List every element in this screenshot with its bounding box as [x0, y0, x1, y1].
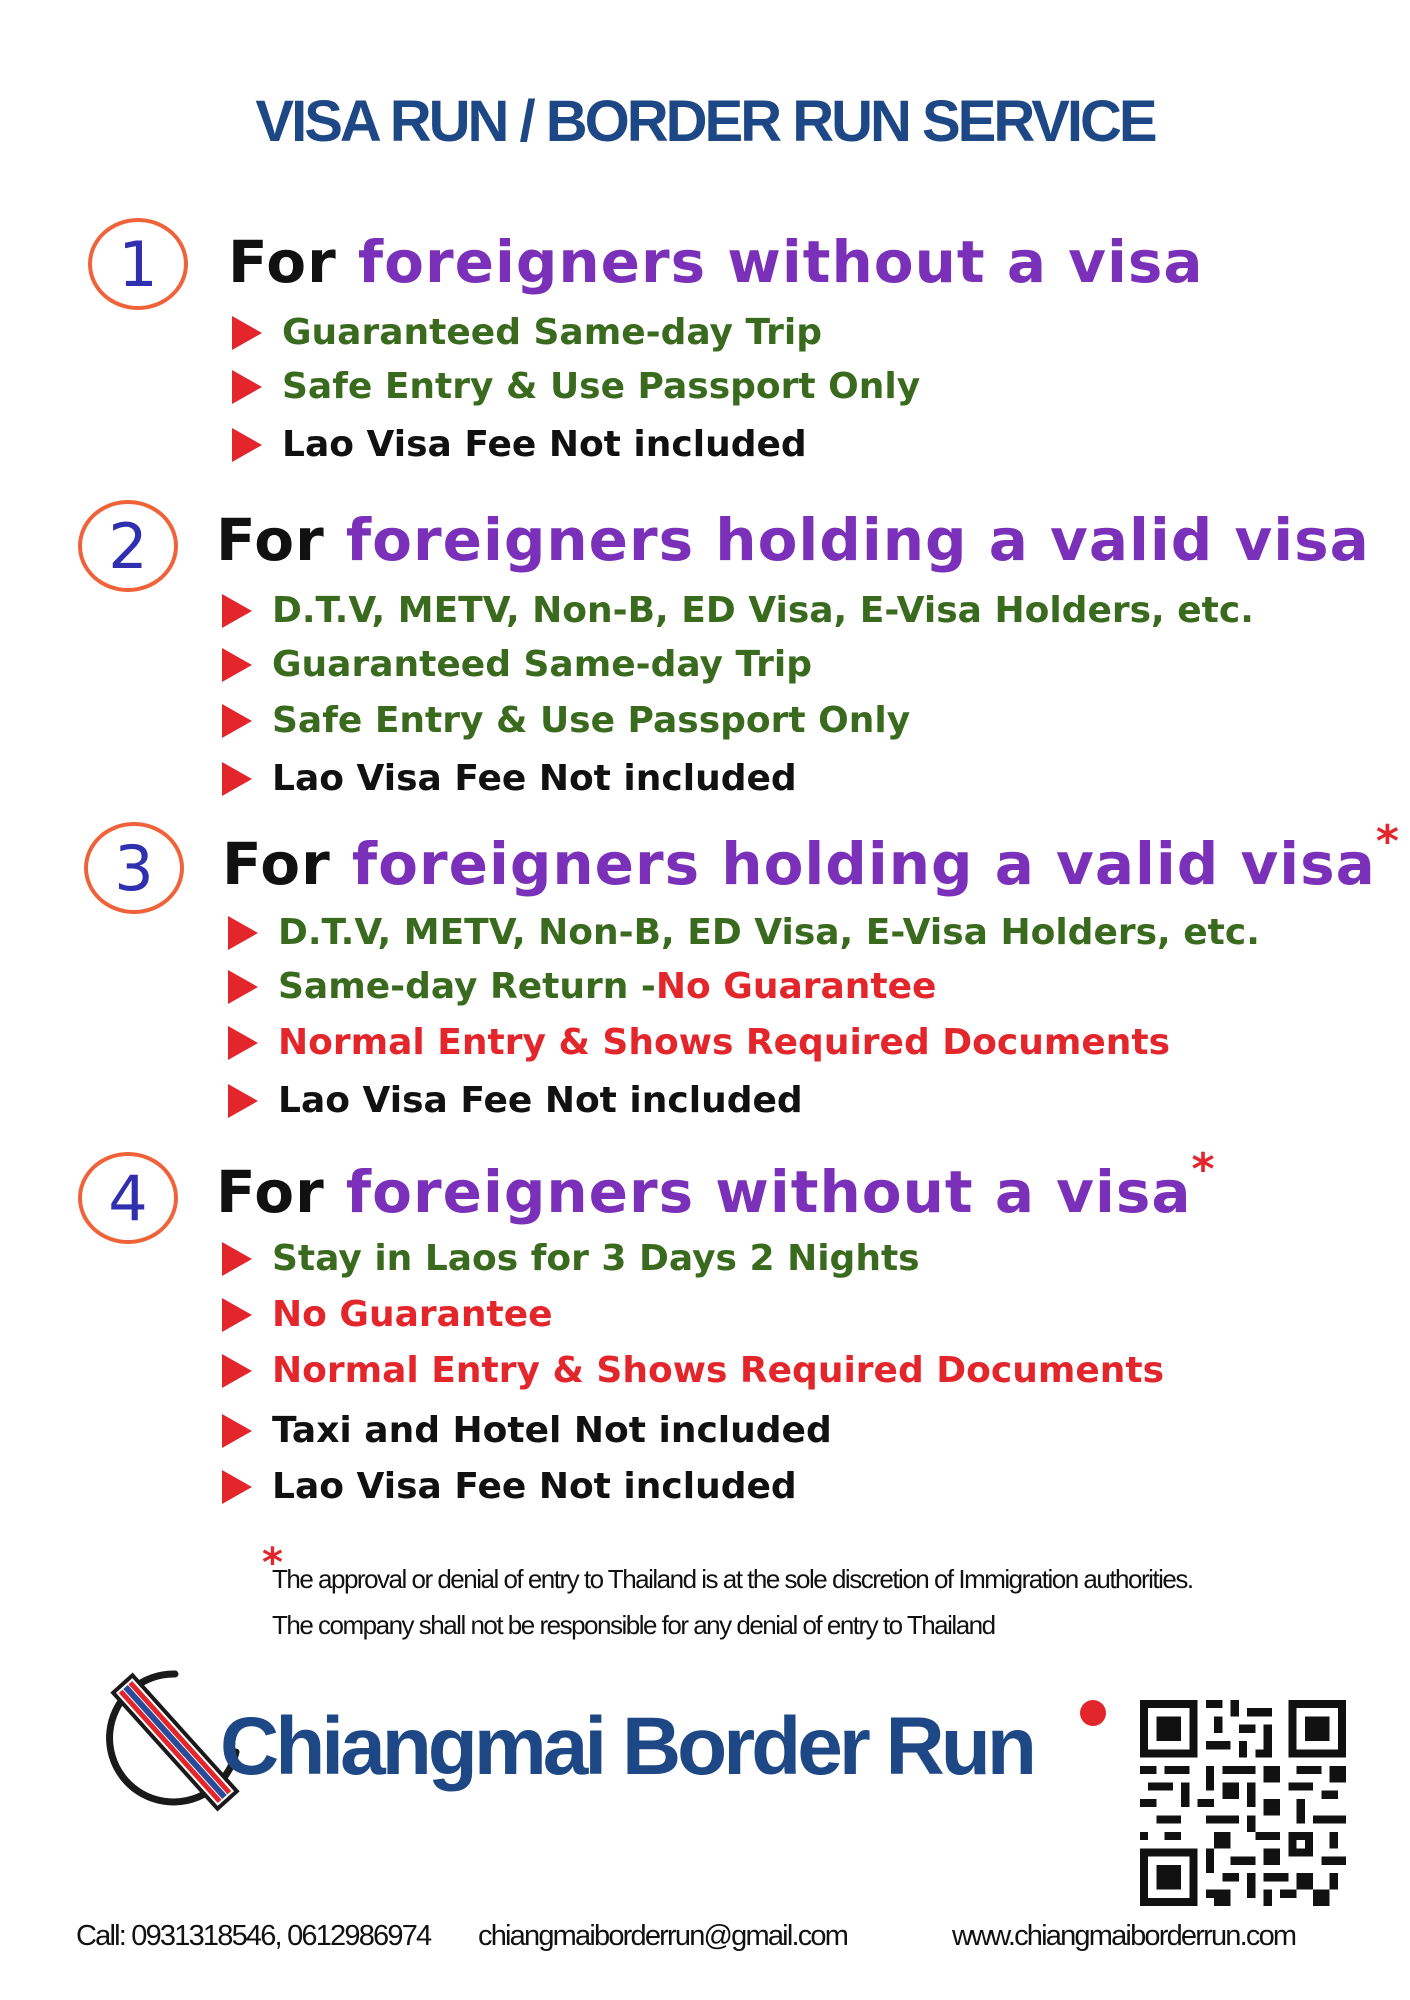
heading-star: *: [1191, 1144, 1216, 1195]
triangle-bullet-icon: [222, 594, 252, 628]
number-circle-3: 3: [84, 822, 184, 914]
bullet-item: Normal Entry & Shows Required Documents: [228, 1022, 1170, 1063]
heading-highlight: foreigners without a visa: [345, 1158, 1192, 1226]
section-1-heading: [228, 228, 1204, 296]
heading-star: *: [1375, 816, 1400, 867]
triangle-bullet-icon: [228, 1084, 258, 1118]
bullet-item: D.T.V, METV, Non-B, ED Visa, E-Visa Holders, etc.: [222, 590, 1254, 631]
triangle-bullet-icon: [232, 316, 262, 350]
footer-website[interactable]: www.chiangmaiborderrun.com: [952, 1920, 1296, 1952]
heading-for: For: [228, 228, 358, 296]
triangle-bullet-icon: [222, 1354, 252, 1388]
section-3-heading: [222, 816, 1400, 898]
footer-phone: Call: 0931318546, 0612986974: [76, 1920, 431, 1952]
bullet-item: No Guarantee: [222, 1294, 553, 1335]
bullet-item: Lao Visa Fee Not included: [222, 1466, 797, 1507]
heading-highlight: foreigners holding a valid visa: [345, 506, 1370, 574]
triangle-bullet-icon: [228, 1026, 258, 1060]
bullet-item: Guaranteed Same-day Trip: [222, 644, 812, 685]
triangle-bullet-icon: [222, 1414, 252, 1448]
triangle-bullet-icon: [222, 1470, 252, 1504]
triangle-bullet-icon: [228, 970, 258, 1004]
heading-highlight: foreigners without a visa: [357, 228, 1204, 296]
page-title: VISA RUN / BORDER RUN SERVICE: [255, 89, 1155, 154]
footer-email[interactable]: chiangmaiborderrun@gmail.com: [478, 1920, 848, 1952]
number-circle-4: 4: [78, 1152, 178, 1244]
triangle-bullet-icon: [222, 1242, 252, 1276]
disclaimer-line-2: The company shall not be responsible for any denial of entry to Thailand: [272, 1610, 995, 1640]
bullet-item: Lao Visa Fee Not included: [222, 758, 797, 799]
disclaimer-line-1: The approval or denial of entry to Thailand is at the sole discretion of Immigration authorities.: [272, 1564, 1193, 1594]
brand-name: Chiangmai Border Run: [220, 1701, 1033, 1792]
triangle-bullet-icon: [232, 428, 262, 462]
heading-for: For: [222, 830, 352, 898]
bullet-item: Guaranteed Same-day Trip: [232, 312, 822, 353]
qr-code-icon: [1140, 1700, 1346, 1906]
triangle-bullet-icon: [222, 762, 252, 796]
number-circle-1: 1: [88, 218, 188, 310]
heading-for: For: [216, 506, 346, 574]
bullet-item: Safe Entry & Use Passport Only: [232, 366, 920, 407]
bullet-item: Safe Entry & Use Passport Only: [222, 700, 910, 741]
triangle-bullet-icon: [232, 370, 262, 404]
triangle-bullet-icon: [222, 1298, 252, 1332]
bullet-item: Normal Entry & Shows Required Documents: [222, 1350, 1164, 1391]
section-2-heading: [216, 506, 1370, 574]
triangle-bullet-icon: [228, 916, 258, 950]
bullet-item: Same-day Return - No Guarantee: [228, 966, 936, 1007]
bullet-item: Lao Visa Fee Not included: [228, 1080, 803, 1121]
heading-for: For: [216, 1158, 346, 1226]
note-star: *: [262, 1540, 283, 1586]
number-circle-2: 2: [78, 500, 178, 592]
brand-dot-icon: [1080, 1700, 1106, 1726]
bullet-item: Lao Visa Fee Not included: [232, 424, 807, 465]
bullet-item: Stay in Laos for 3 Days 2 Nights: [222, 1238, 920, 1279]
bullet-item: D.T.V, METV, Non-B, ED Visa, E-Visa Holders, etc.: [228, 912, 1260, 953]
triangle-bullet-icon: [222, 648, 252, 682]
heading-highlight: foreigners holding a valid visa: [351, 830, 1376, 898]
section-4-heading: [216, 1144, 1216, 1226]
triangle-bullet-icon: [222, 704, 252, 738]
bullet-item: Taxi and Hotel Not included: [222, 1410, 832, 1451]
